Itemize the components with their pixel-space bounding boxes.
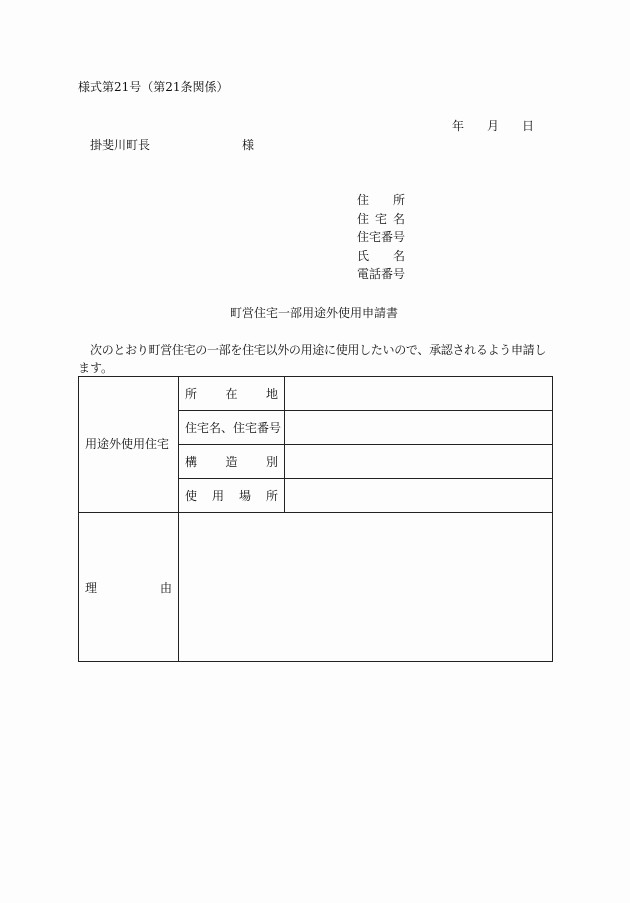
applicant-housing-name-label: 住 宅 名 <box>357 212 405 226</box>
addressee-name: 掛斐川町長 <box>90 138 151 152</box>
table-divider <box>178 377 179 661</box>
usage-table <box>78 376 553 662</box>
table-divider <box>178 410 552 411</box>
body-text-line-2: ます。 <box>78 361 114 375</box>
date-year-label: 年 <box>452 119 465 133</box>
table-divider <box>178 444 552 445</box>
applicant-address-label: 住 所 <box>357 193 405 207</box>
form-number: 様式第21号（第21条関係） <box>78 80 229 94</box>
applicant-phone-label: 電話番号 <box>357 267 406 281</box>
table-row: 所 在 地 <box>185 387 278 401</box>
reason-label: 理 由 <box>85 581 172 595</box>
table-row: 住宅名、住宅番号 <box>185 421 282 435</box>
applicant-name-label: 氏 名 <box>357 249 405 263</box>
table-row: 使 用 場 所 <box>185 489 278 503</box>
addressee-honorific: 様 <box>242 138 255 152</box>
document-title: 町営住宅一部用途外使用申請書 <box>230 306 399 320</box>
date-month-label: 月 <box>487 119 500 133</box>
group-label: 用途外使用住宅 <box>85 437 170 451</box>
body-text-line-1: 次のとおり町営住宅の一部を住宅以外の用途に使用したいので、承認されるよう申請し <box>90 343 547 357</box>
date-day-label: 日 <box>522 119 535 133</box>
table-row: 構 造 別 <box>185 455 278 469</box>
applicant-housing-number-label: 住宅番号 <box>357 230 406 244</box>
table-divider <box>178 478 552 479</box>
table-divider <box>79 512 552 513</box>
